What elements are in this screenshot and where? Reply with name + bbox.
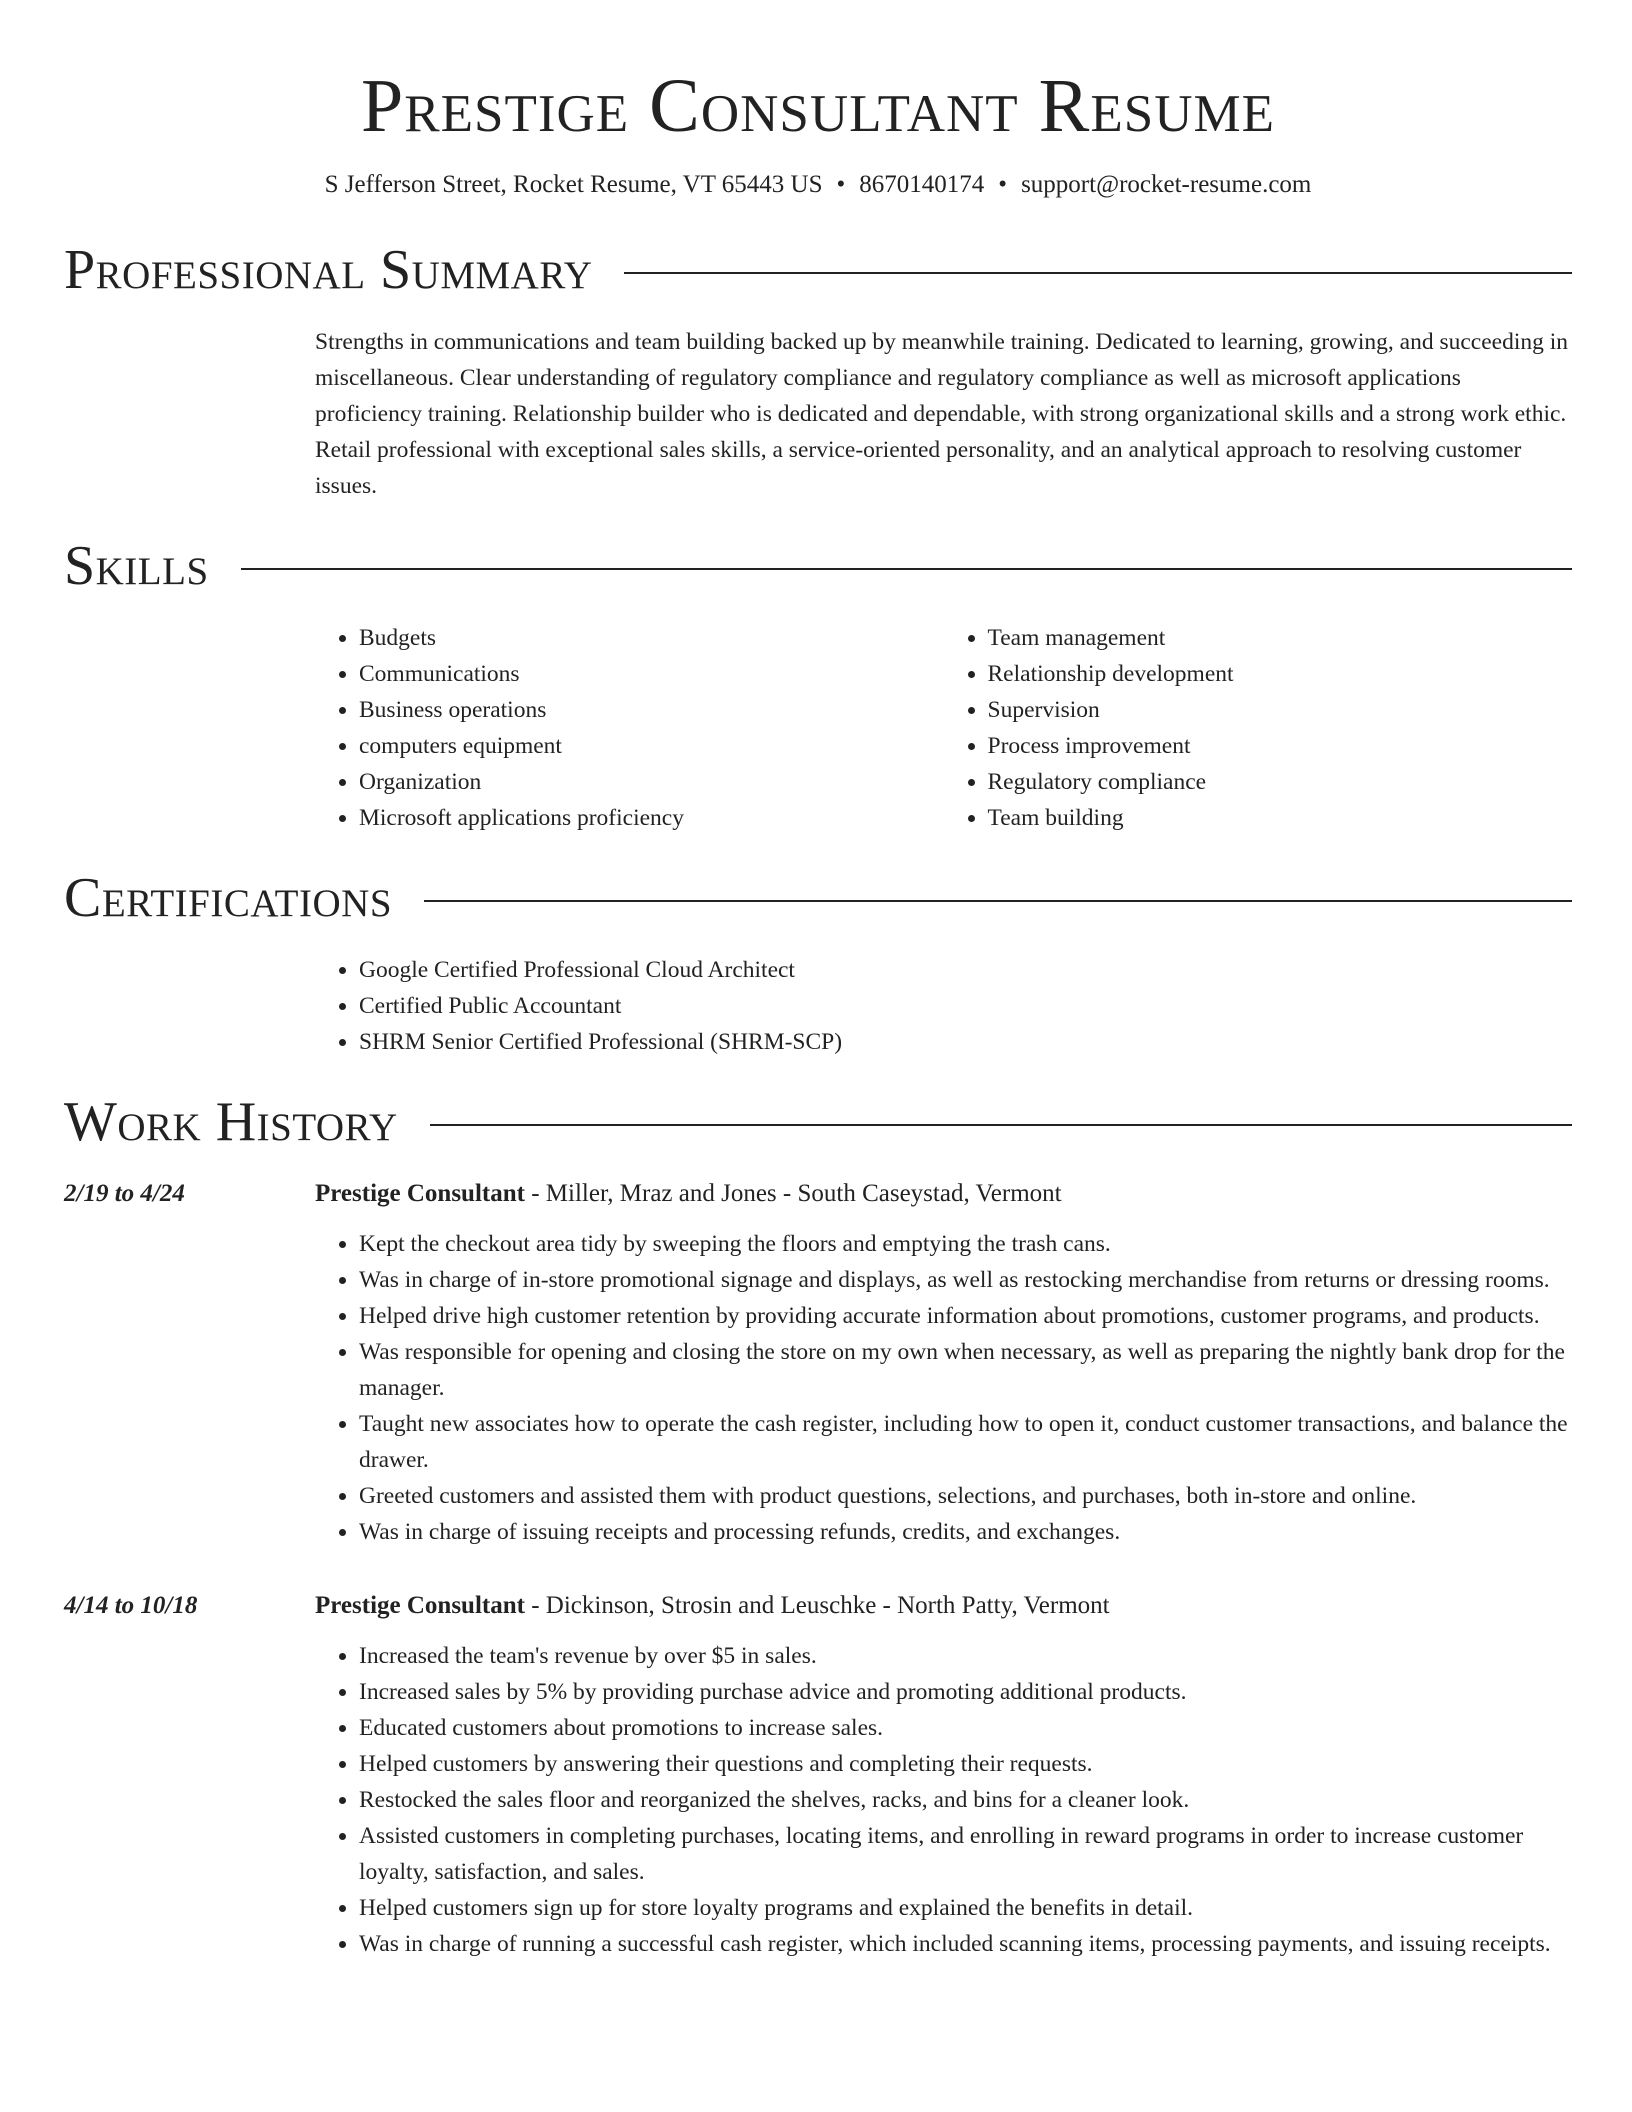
certifications-body — [315, 952, 1572, 1060]
section-divider — [241, 568, 1572, 570]
skill-item: • Supervision — [988, 692, 1573, 728]
email: support@rocket-resume.com — [1021, 171, 1312, 198]
job-bullet: • Was in charge of running a successful cash register, which included scanning items, processing payments, and issuing receipts. — [359, 1926, 1572, 1962]
job-employer: - Dickinson, Strosin and Leuschke - North Patty, Vermont — [524, 1592, 1110, 1619]
work-section-header — [64, 1090, 1572, 1154]
skill-item: • Communications — [359, 656, 944, 692]
job-bullets — [315, 1638, 1572, 1962]
job-entry — [64, 1588, 1572, 1962]
summary-text: Strengths in communications and team building backed up by meanwhile training. Dedicated to learning, growing, and succeeding in miscellaneous. Clear understanding of regulatory compliance and regulatory compliance as well as microsoft applications proficiency training. Relationship builder who is dedicated and dependable, with strong organizational skills and a strong work ethic. Retail professional with exceptional sales skills, a service-oriented personality, and an analytical approach to resolving customer issues. — [315, 329, 1569, 499]
job-header — [64, 1176, 1572, 1212]
job-entry — [64, 1176, 1572, 1550]
job-dates: 2/19 to 4/24 — [64, 1180, 185, 1207]
address: S Jefferson Street, Rocket Resume, VT 65443 US — [324, 171, 823, 198]
contact-separator: • — [836, 171, 846, 198]
skill-item: • Business operations — [359, 692, 944, 728]
skill-item: • Team management — [988, 620, 1573, 656]
job-employer: - Miller, Mraz and Jones - South Caseystad, Vermont — [524, 1180, 1062, 1207]
job-title: Prestige Consultant — [315, 1180, 525, 1207]
job-header — [64, 1588, 1572, 1624]
job-title-line — [315, 1176, 1572, 1212]
job-bullet: • Educated customers about promotions to increase sales. — [359, 1710, 1572, 1746]
skill-item: • Process improvement — [988, 728, 1573, 764]
resume-page — [64, 0, 1572, 1962]
job-bullet: • Increased sales by 5% by providing purchase advice and promoting additional products. — [359, 1674, 1572, 1710]
job-bullet: • Was responsible for opening and closing the store on my own when necessary, as well as preparing the nightly bank drop for the manager. — [359, 1334, 1572, 1406]
job-bullet: • Helped customers sign up for store loyalty programs and explained the benefits in detail. — [359, 1890, 1572, 1926]
summary-heading: Professional Summary — [64, 239, 593, 301]
job-bullets — [315, 1226, 1572, 1550]
certification-item: • Certified Public Accountant — [359, 988, 1572, 1024]
job-bullet: • Increased the team's revenue by over $5 in sales. — [359, 1638, 1572, 1674]
skills-list-left — [315, 620, 944, 836]
skill-item: • Organization — [359, 764, 944, 800]
skills-section-header — [64, 534, 1572, 598]
resume-title: Prestige Consultant Resume — [360, 64, 1275, 148]
certification-item: • Google Certified Professional Cloud Architect — [359, 952, 1572, 988]
skill-item: • Team building — [988, 800, 1573, 836]
skill-item: • computers equipment — [359, 728, 944, 764]
certifications-heading: Certifications — [64, 867, 393, 929]
job-bullet: • Greeted customers and assisted them with product questions, selections, and purchases, both in-store and online. — [359, 1478, 1572, 1514]
certifications-list — [315, 952, 1572, 1060]
contact-line — [64, 168, 1572, 202]
certification-item: • SHRM Senior Certified Professional (SHRM-SCP) — [359, 1024, 1572, 1060]
job-bullet: • Helped drive high customer retention by providing accurate information about promotions, customer programs, and products. — [359, 1298, 1572, 1334]
section-divider — [624, 272, 1572, 274]
job-bullet: • Was in charge of issuing receipts and processing refunds, credits, and exchanges. — [359, 1514, 1572, 1550]
summary-section-header — [64, 238, 1572, 302]
section-divider — [424, 900, 1572, 902]
job-bullet: • Kept the checkout area tidy by sweeping the floors and emptying the trash cans. — [359, 1226, 1572, 1262]
summary-body — [315, 324, 1572, 504]
skill-item: • Relationship development — [988, 656, 1573, 692]
job-bullet: • Was in charge of in-store promotional signage and displays, as well as restocking merchandise from returns or dressing rooms. — [359, 1262, 1572, 1298]
job-title-line — [315, 1588, 1572, 1624]
skill-item: • Microsoft applications proficiency — [359, 800, 944, 836]
skill-item: • Regulatory compliance — [988, 764, 1573, 800]
skills-heading: Skills — [64, 535, 209, 597]
section-divider — [430, 1124, 1572, 1126]
job-bullet: • Taught new associates how to operate the cash register, including how to open it, conduct customer transactions, and balance the drawer. — [359, 1406, 1572, 1478]
job-title: Prestige Consultant — [315, 1592, 525, 1619]
work-heading: Work History — [64, 1091, 398, 1153]
skills-list-right — [944, 620, 1573, 836]
contact-separator: • — [998, 171, 1008, 198]
certifications-section-header — [64, 866, 1572, 930]
skills-body — [315, 620, 1572, 836]
job-bullet: • Helped customers by answering their questions and completing their requests. — [359, 1746, 1572, 1782]
job-bullet: • Assisted customers in completing purchases, locating items, and enrolling in reward programs in order to increase customer loyalty, satisfaction, and sales. — [359, 1818, 1572, 1890]
phone: 8670140174 — [859, 171, 985, 198]
skill-item: • Budgets — [359, 620, 944, 656]
job-bullet: • Restocked the sales floor and reorganized the shelves, racks, and bins for a cleaner look. — [359, 1782, 1572, 1818]
job-dates: 4/14 to 10/18 — [64, 1592, 198, 1619]
